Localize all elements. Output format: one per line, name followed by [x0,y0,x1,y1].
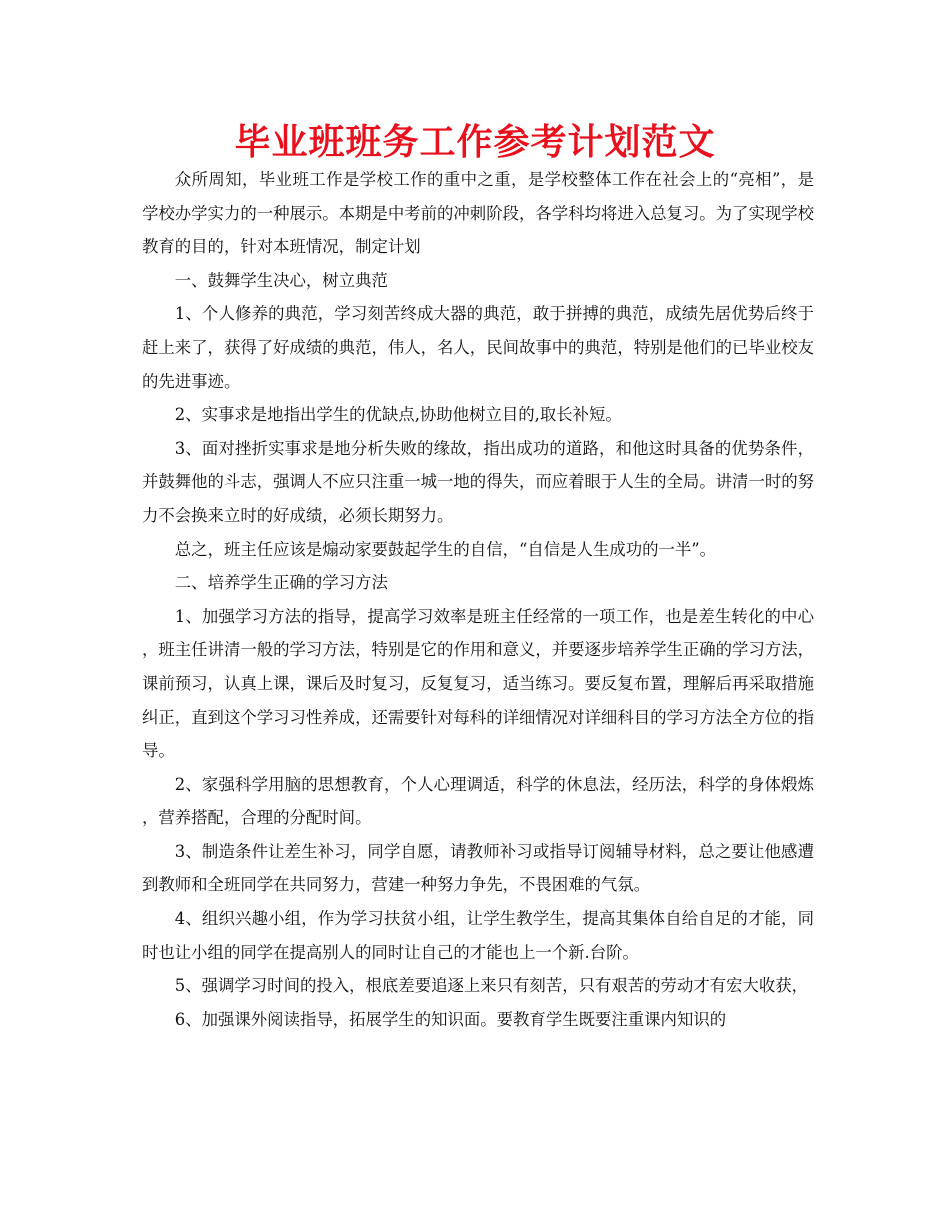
paragraph: 2、实事求是地指出学生的优缺点,协助他树立目的,取长补短。 [174,405,622,425]
paragraph: 总之，班主任应该是煽动家要鼓起学生的自信，“自信是人生成功的一半”。 [174,539,717,559]
section-heading-1: 一、鼓舞学生决心，树立典范 [174,270,388,290]
paragraph: 3、面对挫折实事求是地分析失败的缘故，指出成功的道路，和他这时具备的优势条件，并鼓舞他的斗志，强调人不应只注重一城一地的得失，而应着眼于人生的全局。讲清一时的努力不会换来立时的好成绩，必须长期努力。 [142,438,815,525]
paragraph: 1、个人修养的典范，学习刻苦终成大器的典范，敢于拼搏的典范，成绩先居优势后终于赶上来了，获得了好成绩的典范，伟人，名人，民间故事中的典范，特别是他们的已毕业校友的先进事迹。 [142,304,815,391]
document-title: 毕业班班务工作参考计划范文 [234,122,716,163]
paragraph: 1、加强学习方法的指导，提高学习效率是班主任经常的一项工作，也是差生转化的中心，班主任讲清一般的学习方法，特别是它的作用和意义，并要逐步培养学生正确的学习方法，课前预习，认真上课，课后及时复习，反复复习，适当练习。要反复布置，理解后再采取措施纠正，直到这个学习习性养成，还需要针对每科的详细情况对详细科目的学习方法全方位的指导。 [142,606,815,761]
paragraph: 2、家强科学用脑的思想教育，个人心理调适，科学的休息法，经历法，科学的身体煅炼，营养搭配，合理的分配时间。 [142,774,814,828]
paragraph: 5、强调学习时间的投入，根底差要追逐上来只有刻苦，只有艰苦的劳动才有宏大收获， [174,976,809,996]
paragraph: 4、组织兴趣小组，作为学习扶贫小组，让学生教学生，提高其集体自给自足的才能，同时也让小组的同学在提高别人的同时让自己的才能也上一个新.台阶。 [142,909,814,962]
section-heading-2: 二、培养学生正确的学习方法 [174,573,388,593]
document-body [142,163,814,1036]
intro-paragraph: 众所周知，毕业班工作是学校工作的重中之重，是学校整体工作在社会上的“亮相”，是学校办学实力的一种展示。本期是中考前的冲刺阶段，各学科均将进入总复习。为了实现学校教育的目的，针对本班情况，制定计划 [142,170,815,257]
paragraph: 3、制造条件让差生补习，同学自愿，请教师补习或指导订阅辅导材料，总之要让他感遭到教师和全班同学在共同努力，营建一种努力争先，不畏困难的气氛。 [142,841,814,895]
paragraph: 6、加强课外阅读指导，拓展学生的知识面。要教育学生既要注重课内知识的 [174,1009,727,1029]
